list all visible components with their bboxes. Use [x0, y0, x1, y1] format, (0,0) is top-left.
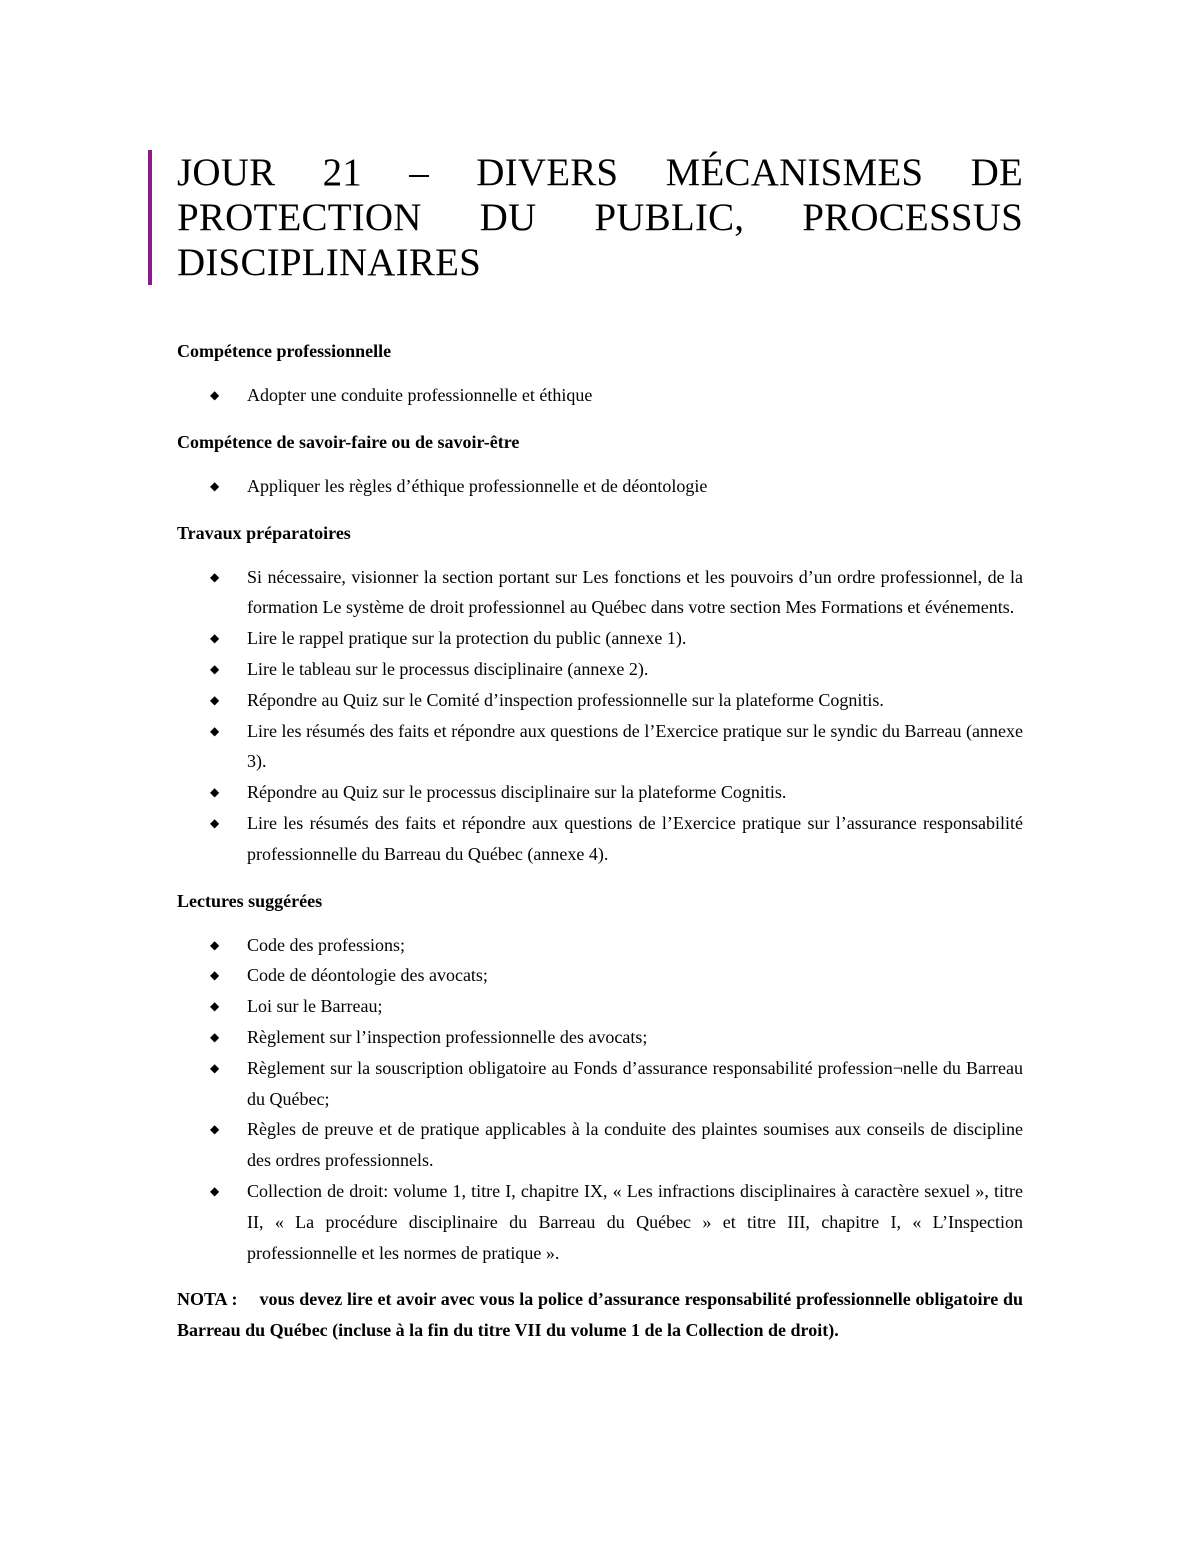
- section-heading: Lectures suggérées: [177, 890, 323, 911]
- list-item: [177, 777, 1023, 808]
- bullet-list: [177, 930, 1023, 1269]
- list-item-text: Lire le rappel pratique sur la protection du public (annexe 1).: [247, 628, 687, 649]
- section-heading: Travaux préparatoires: [177, 522, 351, 543]
- diamond-bullet-icon: ◆: [210, 968, 220, 983]
- diamond-bullet-icon: ◆: [210, 569, 220, 584]
- section-heading: Compétence de savoir-faire ou de savoir-être: [177, 431, 520, 452]
- list-item-text: Adopter une conduite professionnelle et éthique: [247, 385, 593, 405]
- list-item: [177, 1114, 1023, 1176]
- list-item: [177, 1022, 1023, 1053]
- diamond-bullet-icon: ◆: [210, 478, 220, 493]
- list-item-text: Règles de preuve et de pratique applicables à la conduite des plaintes soumises aux conseils de discipline des ordres professionnels.: [247, 1119, 1023, 1171]
- diamond-bullet-icon: ◆: [210, 1029, 220, 1044]
- diamond-bullet-icon: ◆: [210, 631, 220, 646]
- bullet-list: [177, 380, 1023, 411]
- list-item: [177, 654, 1023, 685]
- list-item: [177, 716, 1023, 778]
- diamond-bullet-icon: ◆: [210, 1183, 220, 1198]
- diamond-bullet-icon: ◆: [210, 1060, 220, 1075]
- list-item-text: Code de déontologie des avocats;: [247, 965, 488, 986]
- diamond-bullet-icon: ◆: [210, 388, 220, 402]
- list-item-text: Lire les résumés des faits et répondre aux questions de l’Exercice pratique sur l’assurance responsabilité professionnelle du Barreau du Québec (annexe 4).: [247, 812, 1023, 864]
- diamond-bullet-icon: ◆: [210, 937, 220, 952]
- list-item-text: Répondre au Quiz sur le processus disciplinaire sur la plateforme Cognitis.: [247, 782, 787, 803]
- document-content: [177, 336, 1023, 1346]
- section-heading: Compétence professionnelle: [177, 341, 392, 361]
- list-item: [177, 471, 1023, 502]
- list-item: [177, 1053, 1023, 1115]
- list-item: [177, 380, 1023, 411]
- diamond-bullet-icon: ◆: [210, 785, 220, 800]
- title-block: [148, 150, 1023, 285]
- list-item-text: Appliquer les règles d’éthique professionnelle et de déontologie: [247, 475, 708, 496]
- diamond-bullet-icon: ◆: [210, 692, 220, 707]
- nota-label: NOTA :: [177, 1289, 238, 1310]
- list-item: [177, 930, 1023, 961]
- list-item-text: Code des professions;: [247, 934, 405, 955]
- document-title: JOUR 21 – DIVERS MÉCANISMES DE PROTECTION DU PUBLIC, PROCESSUS DISCIPLINAIRES: [177, 151, 1023, 284]
- list-item-text: Si nécessaire, visionner la section portant sur Les fonctions et les pouvoirs d’un ordre professionnel, de la formation Le système de droit professionnel au Québec dans votre section Mes Formations et événements.: [247, 566, 1023, 618]
- list-item: [177, 685, 1023, 716]
- bullet-list: [177, 562, 1023, 870]
- list-item-text: Loi sur le Barreau;: [247, 996, 383, 1017]
- list-item-text: Répondre au Quiz sur le Comité d’inspection professionnelle sur la plateforme Cognitis.: [247, 689, 884, 710]
- nota-text: vous devez lire et avoir avec vous la police d’assurance responsabilité professionnelle obligatoire du Barreau du Québec (incluse à la fin du titre VII du volume 1 de la Collection de droit).: [177, 1289, 1024, 1341]
- list-item-text: Règlement sur l’inspection professionnelle des avocats;: [247, 1026, 648, 1047]
- diamond-bullet-icon: ◆: [210, 661, 220, 676]
- diamond-bullet-icon: ◆: [210, 1122, 220, 1137]
- list-item: [177, 562, 1023, 624]
- list-item-text: Lire le tableau sur le processus disciplinaire (annexe 2).: [247, 658, 649, 679]
- diamond-bullet-icon: ◆: [210, 815, 220, 830]
- bullet-list: [177, 471, 1023, 502]
- list-item: [177, 808, 1023, 870]
- list-item-text: Collection de droit: volume 1, titre I, chapitre IX, « Les infractions disciplinaires à caractère sexuel », titre II, « La procédure disciplinaire du Barreau du Québec » et titre III, chapitre I, « L’Inspection professionnelle et les normes de pratique ».: [247, 1180, 1023, 1263]
- diamond-bullet-icon: ◆: [210, 723, 220, 738]
- list-item: [177, 623, 1023, 654]
- list-item-text: Règlement sur la souscription obligatoire au Fonds d’assurance responsabilité profession¬nelle du Barreau du Québec;: [247, 1057, 1023, 1109]
- list-item: [177, 960, 1023, 991]
- sections-container: [177, 336, 1023, 1268]
- diamond-bullet-icon: ◆: [210, 999, 220, 1014]
- list-item: [177, 991, 1023, 1022]
- list-item-text: Lire les résumés des faits et répondre aux questions de l’Exercice pratique sur le syndic du Barreau (annexe 3).: [247, 720, 1023, 772]
- nota-paragraph: [177, 1284, 1023, 1346]
- list-item: [177, 1176, 1023, 1268]
